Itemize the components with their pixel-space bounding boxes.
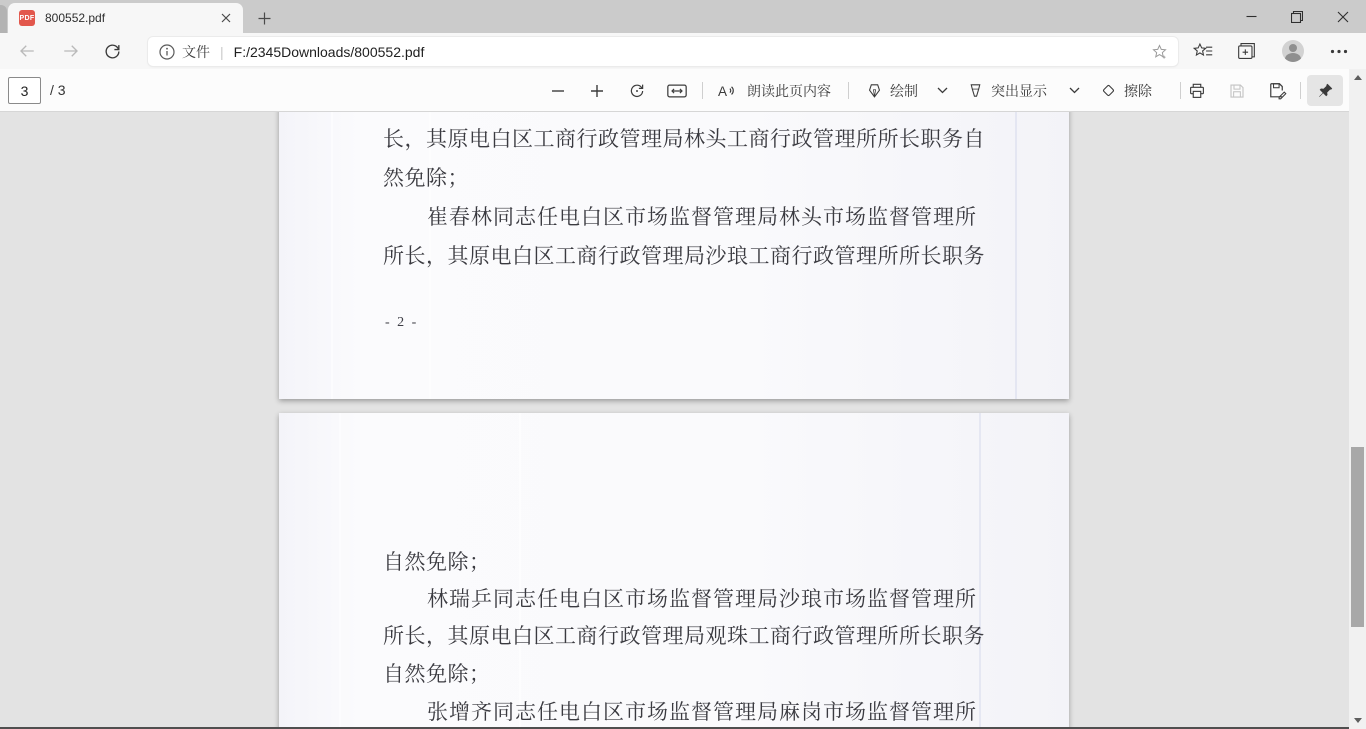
document-line: 自然免除； xyxy=(383,662,491,686)
draw-button[interactable] xyxy=(860,76,924,105)
settings-menu-button[interactable] xyxy=(1325,38,1353,64)
favorites-bar-button[interactable] xyxy=(1189,38,1217,64)
toolbar-separator xyxy=(848,82,849,99)
scroll-up-icon xyxy=(1354,75,1362,80)
minimize-icon xyxy=(1246,11,1257,22)
favorites-bar-icon xyxy=(1193,42,1213,60)
rotate-button[interactable] xyxy=(623,76,651,105)
navigation-bar xyxy=(0,33,1366,69)
highlight-label: 突出显示 xyxy=(991,82,1047,99)
print-icon xyxy=(1188,82,1206,100)
document-line: 张增齐同志任电白区市场监督管理局麻岗市场监督管理所 xyxy=(427,700,977,724)
page-total-label: / 3 xyxy=(50,82,66,98)
favorite-star-button[interactable] xyxy=(1151,43,1168,60)
fit-to-width-button[interactable] xyxy=(663,76,691,105)
highlighter-icon xyxy=(967,82,984,99)
collections-icon xyxy=(1237,42,1256,60)
window-controls xyxy=(1228,0,1366,33)
scroll-down-button[interactable] xyxy=(1349,712,1366,729)
document-line: 林瑞乒同志任电白区市场监督管理局沙琅市场监督管理所 xyxy=(427,587,977,611)
svg-text:A: A xyxy=(718,83,728,99)
back-icon xyxy=(18,42,36,60)
reload-icon xyxy=(103,42,122,61)
more-icon xyxy=(1330,49,1348,54)
highlight-button[interactable] xyxy=(961,76,1053,105)
page-footer-number: - 2 - xyxy=(385,315,419,330)
scan-streak xyxy=(339,413,341,729)
pdf-page-2 xyxy=(279,112,1069,399)
reload-button[interactable] xyxy=(98,38,126,64)
scroll-up-button[interactable] xyxy=(1349,69,1366,86)
save-as-button[interactable] xyxy=(1263,76,1291,105)
new-tab-button[interactable] xyxy=(250,5,278,31)
zoom-in-button[interactable] xyxy=(583,76,611,105)
pdf-file-icon: PDF xyxy=(19,10,35,26)
document-line: 崔春林同志任电白区市场监督管理局林头市场监督管理所 xyxy=(427,205,977,229)
toolbar-separator xyxy=(1300,82,1301,99)
vertical-scrollbar[interactable] xyxy=(1349,69,1366,729)
zoom-out-icon xyxy=(551,84,565,98)
restore-button[interactable] xyxy=(1274,0,1320,33)
toolbar-separator xyxy=(702,82,703,99)
pen-icon xyxy=(866,82,883,99)
forward-button[interactable] xyxy=(57,38,85,64)
scan-streak xyxy=(1015,112,1017,399)
draw-options-button[interactable] xyxy=(930,76,954,105)
address-divider: | xyxy=(220,43,224,60)
pdf-toolbar xyxy=(0,69,1349,112)
back-button[interactable] xyxy=(13,38,41,64)
profile-button[interactable] xyxy=(1279,38,1307,64)
scan-streak xyxy=(979,413,981,729)
scroll-down-icon xyxy=(1354,718,1362,723)
chevron-down-icon xyxy=(1069,87,1080,94)
forward-icon xyxy=(62,42,80,60)
chevron-down-icon xyxy=(937,87,948,94)
erase-button[interactable] xyxy=(1094,76,1158,105)
document-line: 所长，其原电白区工商行政管理局观珠工商行政管理所所长职务 xyxy=(383,624,985,648)
zoom-out-button[interactable] xyxy=(544,76,572,105)
save-icon xyxy=(1228,82,1246,100)
draw-label: 绘制 xyxy=(890,82,918,99)
pin-icon xyxy=(1317,82,1334,99)
restore-icon xyxy=(1291,11,1303,23)
save-button[interactable] xyxy=(1223,76,1251,105)
minimize-button[interactable] xyxy=(1228,0,1274,33)
collections-button[interactable] xyxy=(1232,38,1260,64)
document-line: 自然免除； xyxy=(383,550,491,574)
pdf-page-3 xyxy=(279,413,1069,729)
eraser-icon xyxy=(1100,82,1117,99)
document-line: 长，其原电白区工商行政管理局林头工商行政管理所所长职务自 xyxy=(383,127,985,151)
pin-toolbar-button[interactable] xyxy=(1307,75,1343,106)
tab-title: 800552.pdf xyxy=(45,11,106,25)
zoom-in-icon xyxy=(590,84,604,98)
toolbar-separator xyxy=(1180,82,1181,99)
fit-to-width-icon xyxy=(667,83,687,99)
page-number-input[interactable] xyxy=(8,77,41,104)
address-protocol-label: 文件 xyxy=(182,43,210,60)
erase-label: 擦除 xyxy=(1124,82,1152,99)
read-aloud-button[interactable] xyxy=(712,76,837,105)
scan-streak xyxy=(331,112,333,399)
address-bar[interactable] xyxy=(148,37,1178,66)
avatar xyxy=(1282,40,1304,62)
save-as-icon xyxy=(1268,81,1287,100)
print-button[interactable] xyxy=(1183,76,1211,105)
read-aloud-icon xyxy=(718,82,740,100)
document-line: 所长，其原电白区工商行政管理局沙琅工商行政管理所所长职务 xyxy=(383,244,985,268)
info-icon[interactable] xyxy=(159,44,175,60)
tab-bar xyxy=(0,0,1366,33)
window-close-icon xyxy=(1337,11,1349,23)
read-aloud-label: 朗读此页内容 xyxy=(747,82,831,99)
pdf-viewer[interactable] xyxy=(0,112,1349,729)
rotate-icon xyxy=(628,82,646,100)
star-icon xyxy=(1151,43,1168,60)
document-line: 然免除； xyxy=(383,166,469,190)
browser-tab-active[interactable] xyxy=(8,3,243,33)
highlight-options-button[interactable] xyxy=(1062,76,1086,105)
new-tab-icon xyxy=(258,12,271,25)
close-window-button[interactable] xyxy=(1320,0,1366,33)
address-url[interactable]: F:/2345Downloads/800552.pdf xyxy=(233,43,425,60)
tab-close-icon[interactable] xyxy=(216,8,236,28)
scrollbar-thumb[interactable] xyxy=(1351,447,1364,627)
tab-strip-edge xyxy=(0,5,7,33)
scan-streak xyxy=(519,413,521,729)
